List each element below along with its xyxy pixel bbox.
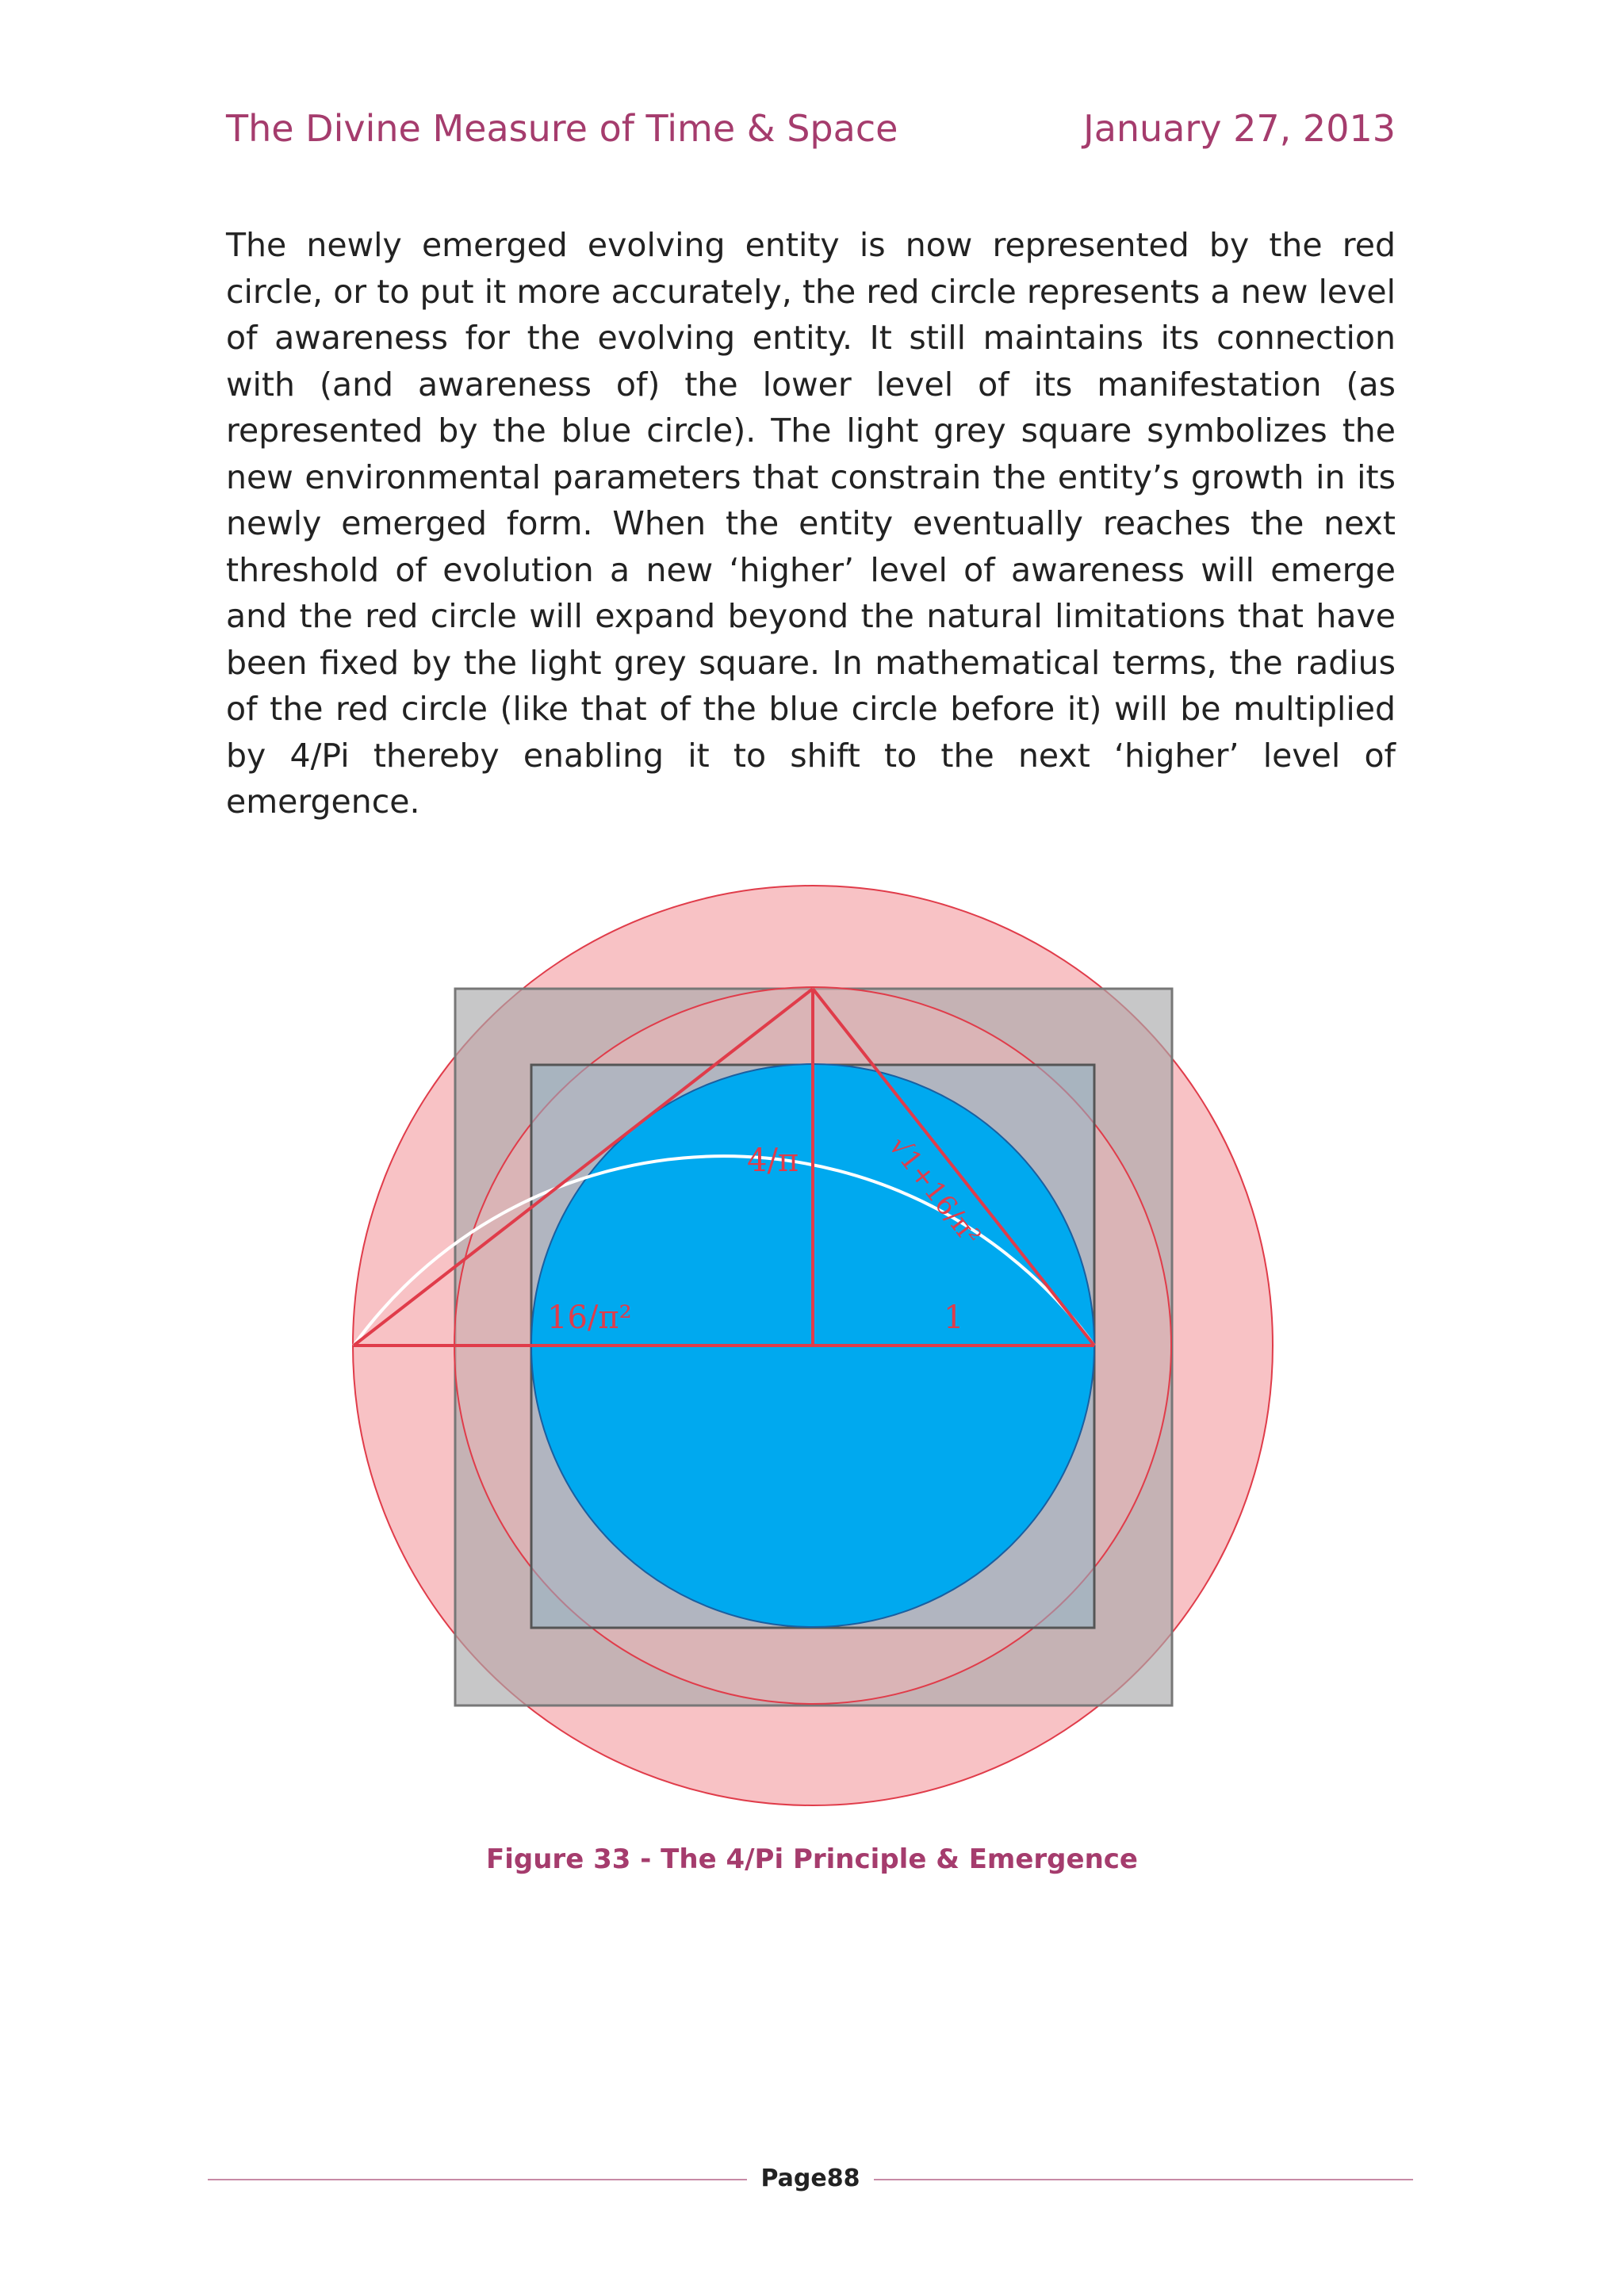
body-paragraph: The newly emerged evolving entity is now represented by the red circle, or to put it more accurately, the red circle represents a new level of awareness for the evolving entity. It still maintains its connection with (and awareness of) the lower level of its manifestation (as represented by the blue circle). The light grey square symbolizes the new environmental parameters that constrain the entity’s growth in its newly emerged form. When the entity eventually reaches the next threshold of evolution a new ‘higher’ level of awareness will emerge and the red circle will expand beyond the natural limitations that have been fixed by the light grey square. In mathematical terms, the radius of the red circle (like that of the blue circle before it) will be multiplied by 4/Pi thereby enabling it to shift to the next ‘higher’ level of emergence. bbox=[226, 226, 1396, 821]
document-date: January 27, 2013 bbox=[1083, 107, 1396, 150]
figure-4-pi-principle bbox=[349, 876, 1277, 1815]
height-label: 4/π bbox=[747, 1143, 799, 1179]
figure-caption: Figure 33 - The 4/Pi Principle & Emergence bbox=[486, 1843, 1138, 1875]
page-number: Page88 bbox=[760, 2165, 860, 2192]
emergence-diagram bbox=[349, 876, 1277, 1812]
page-header bbox=[226, 105, 1396, 152]
document-title: The Divine Measure of Time & Space bbox=[226, 107, 898, 150]
footer-rule-right bbox=[874, 2179, 1413, 2180]
footer-rule-left bbox=[208, 2179, 747, 2180]
page-footer bbox=[208, 2161, 1413, 2197]
hypotenuse-label: √1+16/π² bbox=[882, 1130, 987, 1252]
right-base-label: 1 bbox=[944, 1300, 964, 1336]
left-base-label: 16/π² bbox=[547, 1300, 632, 1336]
